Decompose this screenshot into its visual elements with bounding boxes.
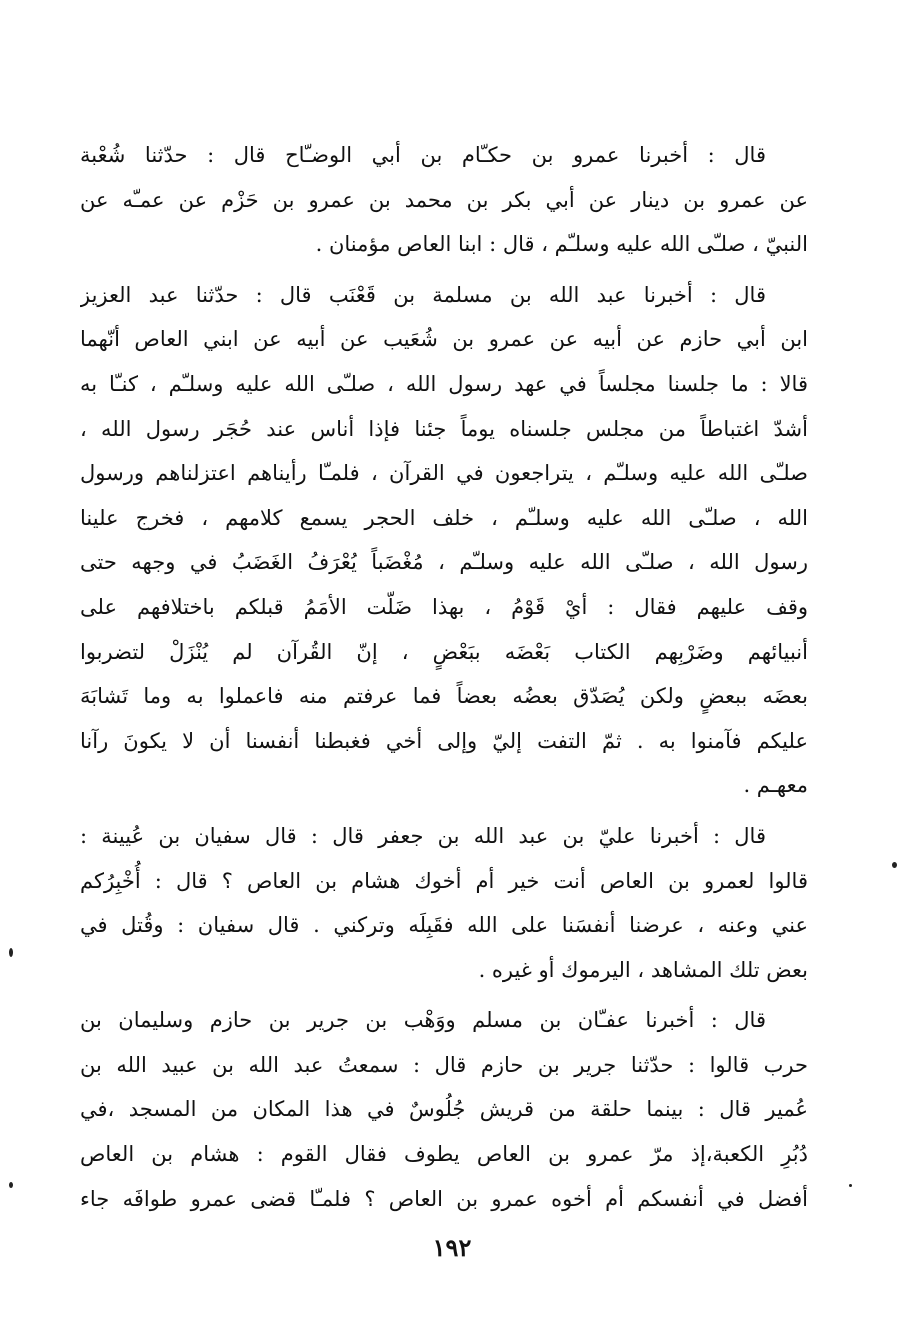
paragraph-4	[80, 998, 808, 1221]
text-line: النبيّ ، صلـّى الله عليه وسلـّم ، قال : ابنا العاص مؤمنان .	[315, 232, 808, 257]
text-line: حرب قالوا : حدّثنا جرير بن حازم قال : سمعتُ عبد الله بن عبيد الله بن	[80, 1052, 808, 1077]
text-line: أنبيائهم وضَرْبِهم الكتاب بَعْضَه ببَعْضٍ ، إنّ القُرآن لم يُنْزَلْ لتضربوا	[80, 639, 808, 664]
text-line: رسول الله ، صلـّى الله عليه وسلـّم ، مُغْضَباً يُعْرَفُ الغَضَبُ في وجهه حتى	[80, 550, 808, 575]
text-line: قال : أخبرنا عليّ بن عبد الله بن جعفر قال : قال سفيان بن عُيينة :	[80, 823, 766, 848]
text-line: دُبُرِ الكعبة،إذ مرّ عمرو بن العاص يطوف فقال القوم : هشام بن العاص	[80, 1142, 808, 1167]
text-line: قال : أخبرنا عمرو بن حكـّام بن أبي الوضـّاح قال : حدّثنا شُعْبة	[80, 143, 766, 167]
text-line: بعضَه ببعضٍ ولكن يُصَدّق بعضُه بعضاً فما عرفتم منه فاعملوا به وما تَشابَهَ	[80, 684, 808, 709]
text-line: عليكم فآمنوا به . ثمّ التفت إليّ وإلى أخي فغبطنا أنفسنا أن لا يكونَ رآنا	[80, 728, 808, 753]
text-line: عُمير قال : بينما حلقة من قريش جُلُوسٌ في هذا المكان من المسجد ،في	[80, 1097, 808, 1122]
text-line: عن عمرو بن دينار عن أبي بكر بن محمد بن عمرو بن حَزْم عن عمـّه عن	[80, 187, 808, 212]
text-line: أفضل في أنفسكم أم أخوه عمرو بن العاص ؟ فلمـّا قضى عمرو طوافَه جاء	[80, 1186, 808, 1211]
text-line: قال : أخبرنا عفـّان بن مسلم ووَهْب بن جرير بن حازم وسليمان بن	[80, 1008, 766, 1033]
text-line: قالوا لعمرو بن العاص أنت خير أم أخوك هشام بن العاص ؟ قال : أُخْبِرُكم	[80, 868, 808, 893]
text-line: وقف عليهم فقال : أيْ قَوْمُ ، بهذا ضَلّت الأمَمُ قبلكم باختلافهم على	[80, 594, 808, 619]
text-line: عني وعنه ، عرضنا أنفسَنا على الله فقَبِلَه وتركني . قال سفيان : وقُتل في	[80, 913, 808, 938]
scan-speck	[9, 1182, 13, 1188]
paragraph-2	[80, 273, 808, 808]
main-text	[80, 133, 808, 1227]
text-line: ابن أبي حازم عن أبيه عن عمرو بن شُعَيب عن أبيه عن ابني العاص أنّهما	[80, 327, 808, 352]
scan-speck	[9, 948, 13, 957]
paragraph-3	[80, 814, 808, 992]
text-line: أشدّ اغتباطاً من مجلس جلسناه يوماً جئنا فإذا أناس عند حُجَر رسول الله ،	[80, 416, 808, 441]
text-line: صلـّى الله عليه وسلـّم ، يتراجعون في القرآن ، فلمـّا رأيناهم اعتزلناهم ورسول	[80, 461, 808, 486]
page-number: ١٩٢	[432, 1233, 472, 1262]
text-line: بعض تلك المشاهد ، اليرموك أو غيره .	[478, 957, 808, 982]
text-line: قالا : ما جلسنا مجلساً في عهد رسول الله ، صلـّى الله عليه وسلـّم ، كنـّا به	[80, 371, 808, 396]
text-line: معهـم .	[743, 773, 808, 798]
paragraph-1	[80, 133, 808, 267]
scan-speck	[849, 1184, 852, 1187]
scan-speck	[892, 862, 897, 868]
text-line: قال : أخبرنا عبد الله بن مسلمة بن قَعْنَب قال : حدّثنا عبد العزيز	[80, 282, 766, 307]
text-line: الله ، صلـّى الله عليه وسلـّم ، خلف الحجر يسمع كلامهم ، فخرج علينا	[80, 505, 808, 530]
